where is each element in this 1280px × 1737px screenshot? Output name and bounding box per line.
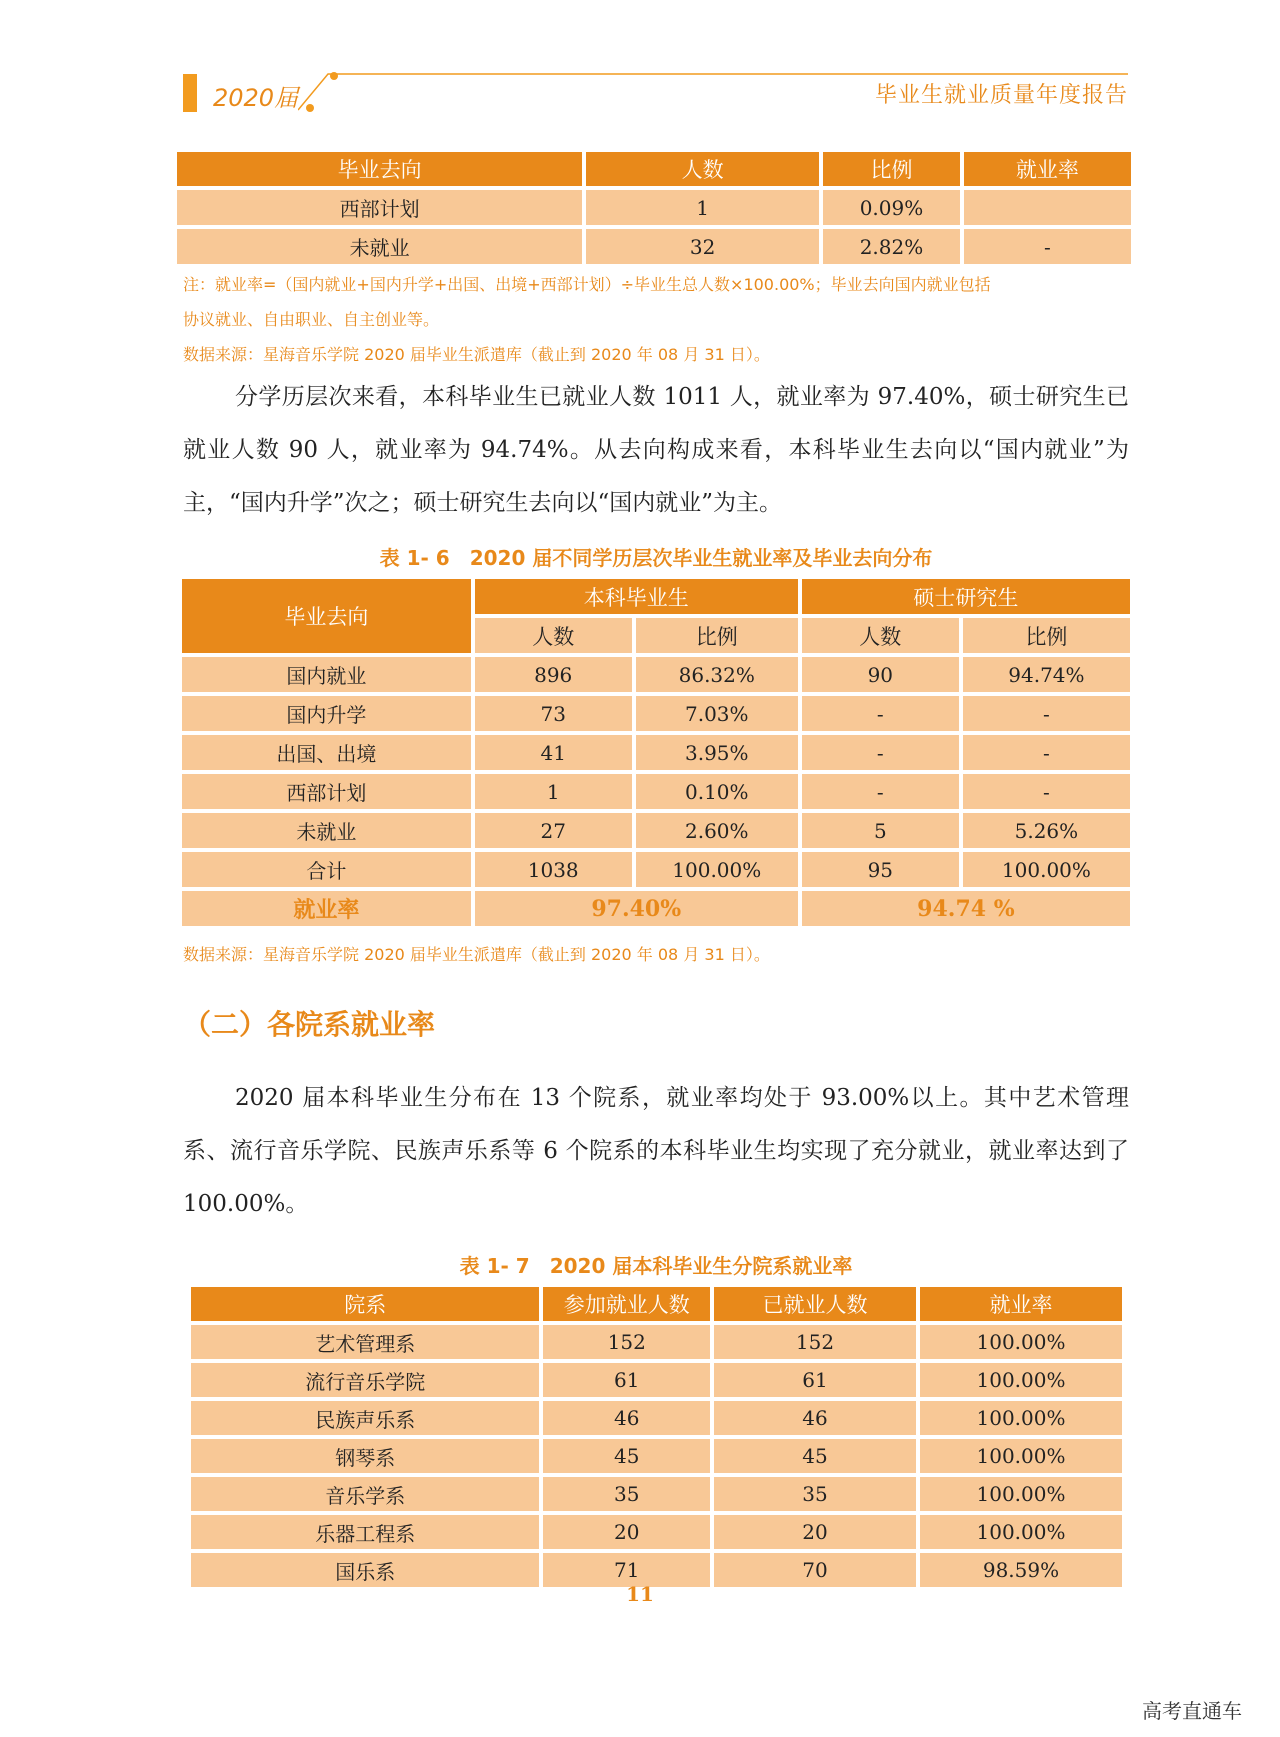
page-number: 11 [626,1582,654,1606]
table-cell: 100.00% [920,1515,1122,1549]
table-caption: 表 1- 7 2020 届本科毕业生分院系就业率 [459,1254,853,1278]
table-cell: - [802,696,959,731]
table-cell: 出国、出境 [182,735,471,770]
table-cell: - [963,735,1130,770]
table-cell: 86.32% [636,657,798,692]
table-row [182,852,1130,887]
table-cell: 100.00% [636,852,798,887]
table-cell: 35 [543,1477,710,1511]
table-cell: 70 [714,1553,916,1587]
table-cell: - [802,735,959,770]
table-row [191,1401,1122,1435]
table-cell: 3.95% [636,735,798,770]
table-cell: 27 [475,813,632,848]
table-cell: - [964,229,1131,264]
table-cell: 46 [543,1401,710,1435]
table-cell: 2.82% [823,229,960,264]
section-heading: （二）各院系就业率 [183,1008,436,1041]
body-paragraph: 分学历层次来看，本科毕业生已就业人数 1011 人，就业率为 97.40%，硕士研究生已就业人数 90 人，就业率为 94.74%。从去向构成来看，本科毕业生去向以“国内就业”为主，“国内升学”次之；硕士研究生去向以“国内就业”为主。 [183,384,1129,516]
header-year: 2020届 [213,84,299,112]
header-accent-bar [183,74,197,112]
table-cell: 乐器工程系 [191,1515,539,1549]
table-row [191,1363,1122,1397]
table-cell: 100.00% [920,1401,1122,1435]
employment-rate-label: 就业率 [182,891,471,926]
table-row [182,657,1130,692]
table-cell: 钢琴系 [191,1439,539,1473]
data-source-note: 数据来源：星海音乐学院 2020 届毕业生派遣库（截止到 2020 年 08 月 31 日）。 [183,345,770,364]
table-cell: 艺术管理系 [191,1325,539,1359]
table-cell: 32 [586,229,819,264]
table-cell: 5.26% [963,813,1130,848]
table-cell: 94.74% [963,657,1130,692]
employment-rate-master: 94.74 % [802,891,1130,926]
column-header: 毕业去向 [177,152,582,186]
data-source-note: 数据来源：星海音乐学院 2020 届毕业生派遣库（截止到 2020 年 08 月 31 日）。 [183,945,770,964]
column-group-header: 本科毕业生 [475,579,798,614]
column-header: 参加就业人数 [543,1287,710,1321]
subcolumn-header: 比例 [963,618,1130,653]
table-cell: 西部计划 [177,190,582,225]
table-cell: - [802,774,959,809]
table-row [191,1325,1122,1359]
table-cell: 61 [543,1363,710,1397]
column-header: 比例 [823,152,960,186]
table-row [182,813,1130,848]
table-education-level-employment [178,575,1134,930]
table-row [182,735,1130,770]
column-header: 就业率 [964,152,1131,186]
column-group-header: 硕士研究生 [802,579,1130,614]
table-cell: 7.03% [636,696,798,731]
table-cell: 合计 [182,852,471,887]
table-cell: 0.10% [636,774,798,809]
table-row [177,190,1131,225]
table-cell: 46 [714,1401,916,1435]
table-row [191,1477,1122,1511]
table-row [182,774,1130,809]
table-cell: 73 [475,696,632,731]
table-cell: 100.00% [963,852,1130,887]
table-cell: 100.00% [920,1363,1122,1397]
column-header: 毕业去向 [182,579,471,653]
table-cell: 95 [802,852,959,887]
table-cell: 71 [543,1553,710,1587]
table-cell: 1 [586,190,819,225]
table-cell: 90 [802,657,959,692]
table-cell: 152 [714,1325,916,1359]
table-cell [964,190,1131,225]
table-cell: 100.00% [920,1439,1122,1473]
table-row [182,696,1130,731]
table-cell: 41 [475,735,632,770]
table-cell: 45 [543,1439,710,1473]
employment-rate-row [182,891,1130,926]
column-header: 就业率 [920,1287,1122,1321]
table-caption: 表 1- 6 2020 届不同学历层次毕业生就业率及毕业去向分布 [379,546,933,570]
table-cell: 98.59% [920,1553,1122,1587]
table-cell: 0.09% [823,190,960,225]
table-cell: 152 [543,1325,710,1359]
table-cell: 音乐学系 [191,1477,539,1511]
table-cell: - [963,696,1130,731]
table-cell: 国内升学 [182,696,471,731]
table-department-employment [187,1283,1126,1591]
page-header [183,70,1128,120]
table-cell: 896 [475,657,632,692]
table-cell: 未就业 [182,813,471,848]
table-cell: 国内就业 [182,657,471,692]
table-row [191,1515,1122,1549]
table-cell: 2.60% [636,813,798,848]
table-cell: 100.00% [920,1477,1122,1511]
table-cell: 100.00% [920,1325,1122,1359]
table-destination-continued [173,148,1135,268]
employment-rate-undergrad: 97.40% [475,891,798,926]
table-cell: 45 [714,1439,916,1473]
column-header: 已就业人数 [714,1287,916,1321]
table-note: 协议就业、自由职业、自主创业等。 [183,310,440,329]
table-cell: 20 [714,1515,916,1549]
table-cell: 民族声乐系 [191,1401,539,1435]
table-cell: 1038 [475,852,632,887]
table-row [177,229,1131,264]
table-cell: 35 [714,1477,916,1511]
table-cell: 5 [802,813,959,848]
table-row [191,1439,1122,1473]
body-paragraph: 2020 届本科毕业生分布在 13 个院系，就业率均处于 93.00%以上。其中艺术管理系、流行音乐学院、民族声乐系等 6 个院系的本科毕业生均实现了充分就业，就业率达到了 100.00%。 [183,1085,1129,1217]
subcolumn-header: 人数 [475,618,632,653]
table-cell: - [963,774,1130,809]
subcolumn-header: 比例 [636,618,798,653]
column-header: 人数 [586,152,819,186]
watermark: 高考直通车 [1142,1699,1242,1723]
header-report-title: 毕业生就业质量年度报告 [874,83,1128,108]
table-cell: 1 [475,774,632,809]
table-cell: 20 [543,1515,710,1549]
table-note: 注：就业率=（国内就业+国内升学+出国、出境+西部计划）÷毕业生总人数×100.00%；毕业去向国内就业包括 [183,275,991,294]
table-cell: 西部计划 [182,774,471,809]
table-cell: 未就业 [177,229,582,264]
table-cell: 61 [714,1363,916,1397]
table-cell: 流行音乐学院 [191,1363,539,1397]
column-header: 院系 [191,1287,539,1321]
table-cell: 国乐系 [191,1553,539,1587]
subcolumn-header: 人数 [802,618,959,653]
